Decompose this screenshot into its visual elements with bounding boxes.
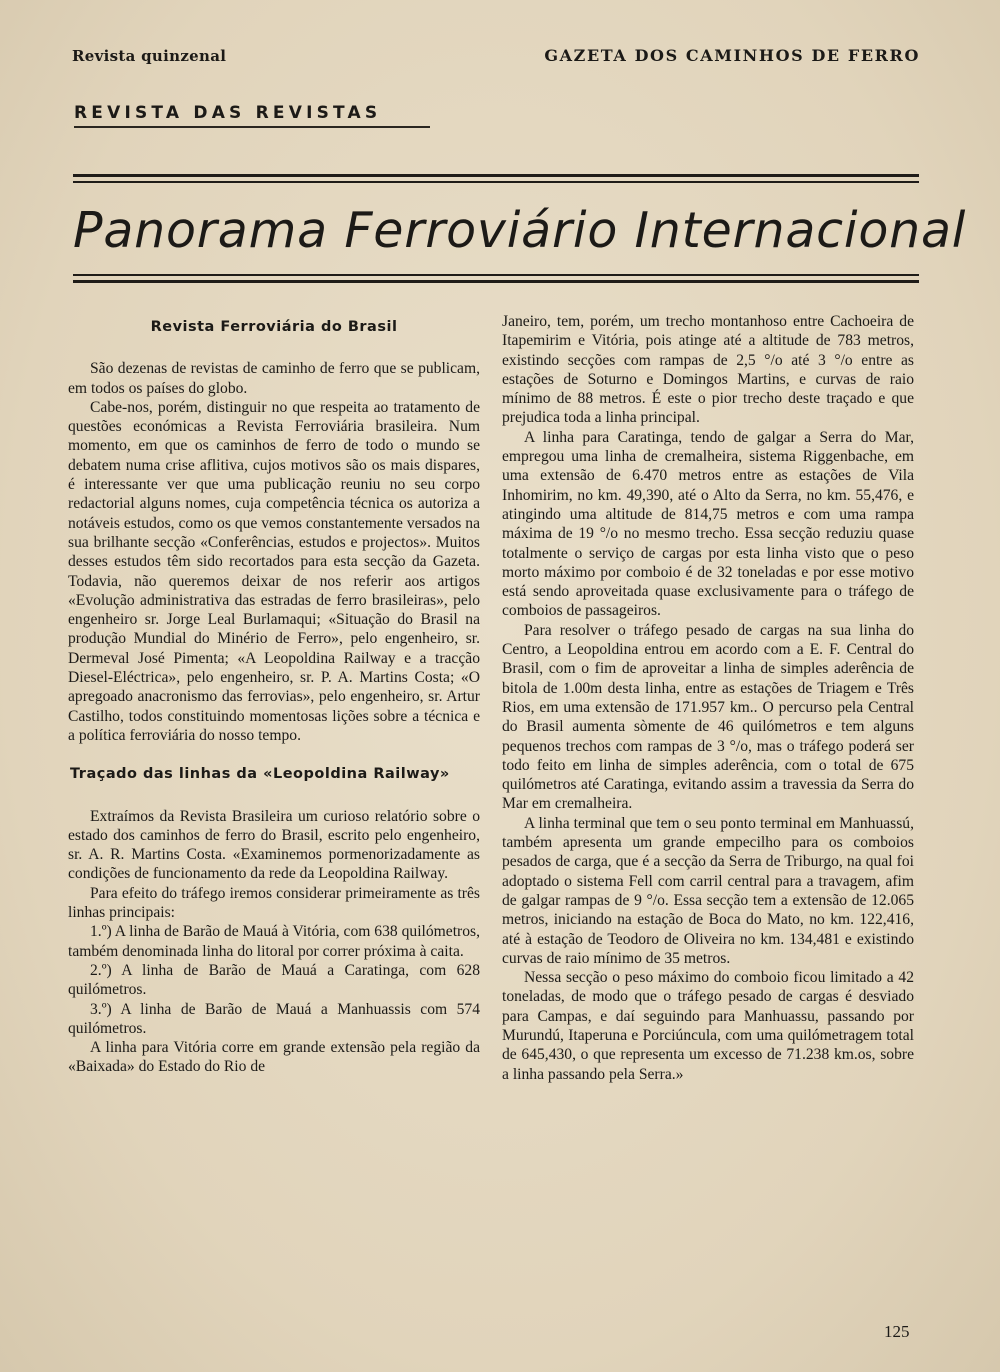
paragraph: 2.º) A linha de Barão de Mauá a Caratinga, com 628 quilómetros. [68,961,480,999]
subheading-tracado-leopoldina: Traçado das linhas da «Leopoldina Railway» [70,766,450,783]
paragraph: Para efeito do tráfego iremos considerar primeiramente as três linhas principais: [68,884,480,922]
header-left: Revista quinzenal [72,47,227,65]
subheading-revista-ferroviaria: Revista Ferroviária do Brasil [150,319,398,335]
paragraph: A linha para Vitória corre em grande extensão pela região da «Baixada» do Estado do Rio de [68,1039,480,1076]
paragraph: Cabe-nos, porém, distinguir no que respeita ao tratamento de questões económicas a Revista Ferroviária brasileira. Num momento, em que os caminhos de ferro de todo o mundo se debatem numa crise aflitiva, cujos motivos são os mais dispares, é interessante ver que uma publicação reuniu no seu corpo redactorial alguns nomes, cuja competência técnica os autoriza a notáveis estudos, como os que vemos constantemente versados na sua brilhante secção «Conferências, estudos e projectos». Muitos desses estudos têm sido recortados para esta secção da Gazeta. Todavia, não queremos deixar de nos referir aos artigos «Evolução administrativa das estradas de ferro brasileiras», pelo engenheiro sr. Jorge Leal Burlamaqui; «Situação do Brasil na produção Mundial do Minério de Ferro», pelo engenheiro, sr. Dermeval José Pimenta; «A Leopoldina Railway e a tracção Diesel-Eléctrica», pelo engenheiro, sr. P. A. Martins Costa; «O apregoado anacronismo das ferrovias», pelo engenheiro, sr. Artur Castilho, todos constituindo momentosas lições sobre a técnica e a política ferroviária do nosso tempo. [68,398,480,744]
article-title-block [73,172,967,288]
paragraph: Extraímos da Revista Brasileira um curioso relatório sobre o estado dos caminhos de ferro do Brasil, escrito pelo engenheiro, sr. A. R. Martins Costa. «Examinemos pormenorizadamente as condições de funcionamento da rede da Leopoldina Railway. [68,807,480,883]
right-column [502,312,914,1084]
section-heading [74,103,430,128]
paragraph: Nessa secção o peso máximo do comboio ficou limitado a 42 toneladas, de modo que o tráfego pesado de cargas é desviado para Campas, e daí seguindo para Manhuassu, passando por Murundú, Itaperuna e Porciúncula, com uma quilómetragem total de 645,430, o que representa um excesso de 71.238 km.os, sobre a linha passando pela Serra.» [502,969,914,1083]
article-title: Panorama Ferroviário Internacional [73,202,967,259]
paragraph: Janeiro, tem, porém, um trecho montanhoso entre Cachoeira de Itapemirim e Vitória, pois atinge até a altitude de 783 metros, existindo secções com rampas de 2,5 °/o até 3 °/o entre as estações de Soturno e Domingos Martins, e curvas de raio mínimo de 88 metros. É este o pior trecho deste traçado e que prejudica toda a linha principal. [502,313,914,427]
paragraph: Para resolver o tráfego pesado de cargas na sua linha do Centro, a Leopoldina entrou em acordo com a E. F. Central do Brasil, com o fim de aproveitar a linha de simples aderência de bitola de 1.00m desta linha, entre as estações de Triagem e Três Rios, em uma extensão de 171.957 km.. O percurso pela Central do Brasil aumenta sòmente de 46 quilómetros e tem alguns pequenos trechos com rampas de 3 °/o, mas o tráfego poderá ser todo feito em linha de simples aderência, com o total de 675 quilómetros até Caratinga, evitando assim a travessia da Serra do Mar em cremalheira. [502,621,914,813]
paragraph: 3.º) A linha de Barão de Mauá a Manhuassis com 574 quilómetros. [68,1000,480,1037]
paragraph: 1.º) A linha de Barão de Mauá à Vitória, com 638 quilómetros, também denominada linha do litoral por correr próxima à caita. [68,923,480,960]
header-right: GAZETA DOS CAMINHOS DE FERRO [544,46,920,65]
left-column [68,312,480,1077]
paragraph: A linha terminal que tem o seu ponto terminal em Manhuassú, também apresenta um grande empecilho para os comboios pesados de carga, que é a secção da Serra de Triburgo, na qual foi adoptado o sistema Fell com carril central para a travagem, afim de galgar rampas de 9 °/o. Essa secção tem a extensão de 12.065 metros, iniciando na estação de Boca do Mato, no km. 122,416, até à estação de Teodoro de Oliveira no km. 134,481 e existindo curvas de raio mínimo de 35 metros. [502,814,914,967]
title-rule-bottom [73,272,919,288]
section-underline [74,126,430,128]
paragraph: São dezenas de revistas de caminho de ferro que se publicam, em todos os países do globo. [68,360,480,397]
title-rule-top [73,172,919,188]
paragraph: A linha para Caratinga, tendo de galgar a Serra do Mar, empregou uma linha de cremalheira, sistema Riggenbache, em uma extensão de 6.470 metros entre as estações de Vila Inhomirim, no km. 49,390, até o Alto da Serra, no km. 55,476, e atingindo uma altitude de 814,75 metros e com uma rampa máxima de 19 °/o no mesmo trecho. Essa secção reduziu quase totalmente o serviço de cargas por esta linha visto que o peso morto máximo por comboio é de 32 toneladas e por esse motivo está sendo aproveitada quase exclusivamente para o tráfego de comboios de passageiros. [502,428,914,620]
section-title: REVISTA DAS REVISTAS [74,103,382,123]
running-header [72,46,920,65]
page-number: 125 [884,1322,910,1341]
